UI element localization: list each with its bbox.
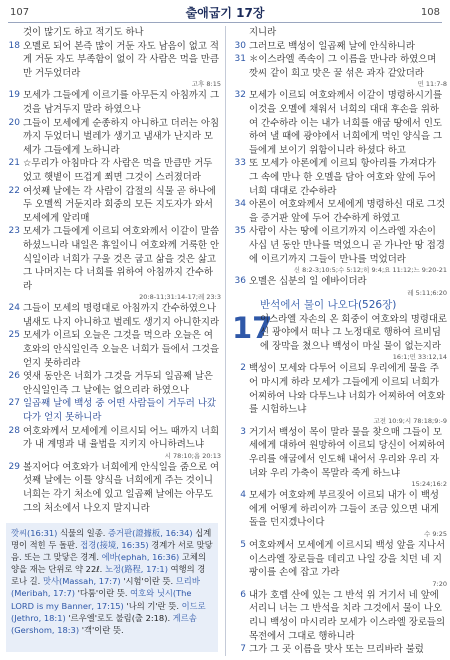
note-term: 노정(路程, 17:1) xyxy=(104,564,168,575)
verse xyxy=(6,157,221,184)
verse-text xyxy=(23,40,221,81)
column-divider xyxy=(225,26,226,656)
verse-body: 사람이 사는 땅에 이르기까지 이스라엘 자손이 사십 년 동안 만나를 먹었으니 곧 가나안 땅 접경에 이르기까지 그들이 만나를 먹었더라 xyxy=(249,226,445,265)
verse-body: 여호와께서 모세에게 이르시되 백성 앞을 지나서 이스라엘 장로들을 데리고 나일 강을 치던 네 지팡이를 손에 잡고 가라 xyxy=(249,540,446,579)
verse-body: 모세가 여호와께 부르짖어 이르되 내가 이 백성에게 어떻게 하리이까 그들이 조금 있으면 내게 돌을 던지겠나이다 xyxy=(249,490,439,529)
verse-text xyxy=(23,329,221,370)
verse-number: 28 xyxy=(8,425,20,436)
cross-reference: 신 8:2-3;10:5;수 5:12;히 9:4;요 11:12;느 9:20-21 xyxy=(293,266,447,275)
verse xyxy=(6,329,221,370)
verse-text xyxy=(249,26,447,40)
verse xyxy=(232,89,447,157)
note-term: 깟씨(16:31) xyxy=(11,528,58,538)
cross-reference: 레 5:11;6:20 xyxy=(407,288,447,297)
note-term: 게르솜(Gershom, 18:3) xyxy=(11,612,197,635)
verse-text xyxy=(249,157,447,198)
verse xyxy=(6,397,221,424)
verse-text xyxy=(249,275,447,289)
verse-number: 5 xyxy=(240,540,246,550)
verse-body: 일곱째 날에 백성 중 어떤 사람들이 거두러 나갔다가 얻지 못하니라 xyxy=(23,398,216,424)
header-rule xyxy=(8,22,442,23)
verse-text xyxy=(23,225,221,293)
verse-text xyxy=(249,643,447,657)
verse-text xyxy=(23,461,221,515)
verse-text xyxy=(249,589,447,643)
verse-number: 27 xyxy=(8,398,20,409)
verse-body: 모세가 이르되 여호와께서 이같이 명령하시기를 이것을 오멜에 채워서 너희의 대대 후손을 위하여 간수하라 이는 내가 너희를 애굽 땅에서 인도하여 낼 때에 광야에서 너희에게 먹인 양식을 그들에게 보이기 위함이니라 하셨다 하고 xyxy=(249,90,443,156)
verse-text xyxy=(260,313,447,354)
verse xyxy=(6,26,221,40)
note-definition: '나의 기'란 뜻. xyxy=(123,600,182,611)
verse-text xyxy=(23,157,221,184)
verse-text xyxy=(249,40,447,54)
verse-body: 것이 많기도 하고 적기도 하나 xyxy=(23,27,144,38)
cross-reference: 고후 8:15 xyxy=(191,80,221,89)
note-term: 증거판(證據板, 16:34) xyxy=(108,528,193,538)
verse-text xyxy=(249,362,447,416)
verse xyxy=(232,157,447,198)
note-definition: '객'이란 뜻. xyxy=(79,624,124,635)
verse-text xyxy=(249,89,447,157)
verse xyxy=(6,225,221,302)
verse-text xyxy=(249,489,447,530)
cross-reference: 고전 10:9;시 78:18;9:-9 xyxy=(373,416,447,425)
note-term: 이드로(Jethro, 18:1) xyxy=(11,600,206,623)
verse xyxy=(232,225,447,275)
chapter-number: 17 xyxy=(232,310,273,345)
verse xyxy=(6,370,221,397)
verse xyxy=(232,589,447,643)
verse-mark: ＊ xyxy=(249,54,259,66)
verse xyxy=(232,26,447,40)
verse xyxy=(232,40,447,54)
verse xyxy=(232,426,447,489)
verse-number: 23 xyxy=(8,226,20,237)
verse-number: 32 xyxy=(234,90,246,101)
verse-number: 31 xyxy=(234,54,246,65)
cross-reference: 7:20 xyxy=(432,579,447,588)
cross-reference: 16:1;민 33:12,14 xyxy=(392,353,447,362)
verse-body: 아론이 여호와께서 모세에게 명령하신 대로 그것을 증거판 앞에 두어 간수하게 하였고 xyxy=(249,199,446,224)
verse-number: 36 xyxy=(234,276,246,287)
page-number-left: 107 xyxy=(10,7,30,18)
verse-text xyxy=(23,397,221,424)
cross-reference: 민 11:7-8 xyxy=(417,80,447,89)
verse-number: 2 xyxy=(240,363,246,374)
verse-number: 33 xyxy=(234,158,246,169)
page-number-right: 108 xyxy=(420,7,440,18)
verse-text xyxy=(23,302,221,329)
verse-text xyxy=(249,225,447,266)
note-definition: 고체의 양을 재는 단위로 약 22ℓ. xyxy=(11,552,206,575)
verse-body: 백성이 모세와 다투어 이르되 우리에게 물을 주어 마시게 하라 모세가 그들에게 이르되 너희가 어찌하여 나와 다투느냐 너희가 어찌하여 여호와를 시험하느냐 xyxy=(249,363,446,416)
verse xyxy=(232,539,447,589)
note-term: 에바(ephah, 16:36) xyxy=(101,552,180,563)
chapter-block xyxy=(232,310,447,657)
verse-number: 18 xyxy=(8,40,20,51)
verse-mark: ☆ xyxy=(23,158,32,170)
verse-text xyxy=(249,426,447,480)
verse xyxy=(232,362,447,425)
verse-body: 모세가 이르되 오늘은 그것을 먹으라 오늘은 여호와의 안식일인즉 오늘은 너희가 들에서 그것을 얻지 못하리라 xyxy=(23,330,220,369)
verse-text xyxy=(23,26,221,40)
verse-body: 모세가 그들에게 이르기를 아무든지 아침까지 그것을 남겨두지 말라 하였으나 xyxy=(23,90,220,115)
verse xyxy=(6,89,221,116)
verse-body: 오멜로 되어 본즉 많이 거둔 자도 남음이 없고 적게 거둔 자도 부족함이 없이 각 사람은 먹을 만큼만 거두었더라 xyxy=(23,40,219,79)
note-definition: 식물의 일종. xyxy=(57,528,109,538)
verse-body: 그들이 모세의 명령대로 아침까지 간수하였으나 냄새도 나지 아니하고 벌레도 생기지 아니한지라 xyxy=(23,303,220,328)
verse-number: 3 xyxy=(240,426,246,437)
note-definition: 경계가 서로 맞닿음. 또는 그 맞닿은 경계. xyxy=(11,540,213,563)
verse-number: 24 xyxy=(8,303,20,314)
verse xyxy=(232,643,447,657)
verse-number: 6 xyxy=(240,589,246,600)
verse-number: 22 xyxy=(8,185,20,196)
page-header xyxy=(0,0,450,22)
verse-text xyxy=(249,198,447,225)
verse-body: 볼지어다 여호와가 너희에게 안식일을 줌으로 여섯째 날에는 이틀 양식을 너희에게 주는 것이니 너희는 각기 처소에 있고 일곱째 날에는 아무도 그의 처소에서 나오지 말지니라 xyxy=(23,461,220,514)
verse xyxy=(6,461,221,515)
verse-text xyxy=(249,53,447,80)
note-definition: 십계명이 적힌 두 돌판. xyxy=(11,528,212,551)
verse-body: 여호와께서 모세에게 이르시되 어느 때까지 너희가 내 계명과 내 율법을 지키지 아니하려느냐 xyxy=(23,425,220,451)
verse-body: 무리가 아침마다 각 사람은 먹을 만큼만 거두었고 햇볕이 뜨겁게 쬐면 그것이 스러졌더라 xyxy=(23,158,213,183)
verse-body: 지니라 xyxy=(249,27,277,38)
verse-number: 26 xyxy=(8,371,20,382)
cross-reference: 시 78:10;욥 20:13 xyxy=(164,451,221,460)
verse-number: 19 xyxy=(8,90,20,101)
verse-body: 이스라엘 족속이 그 이름을 만나라 하였으며 깟씨 같이 희고 맛은 꿀 섞은 과자 같았더라 xyxy=(249,54,437,79)
verse-number: 4 xyxy=(240,490,246,501)
verse xyxy=(6,40,221,90)
verse-text xyxy=(23,425,221,452)
note-definition: 여행의 경로나 길. xyxy=(11,564,206,587)
verse-body: 그들이 모세에게 순종하지 아니하고 더러는 아침까지 두었더니 벌레가 생기고 냄새가 난지라 모세가 그들에게 노하니라 xyxy=(23,117,220,156)
right-verses xyxy=(232,26,447,298)
verse-body: 모세가 그들에게 이르되 여호와께서 이같이 말씀하셨느니라 내일은 휴일이니 여호와께 거룩한 안식일이라 너희가 구울 것은 굽고 삶을 것은 삶고 그 나머지는 다 너희를 위하여 아침까지 간수하라 xyxy=(23,226,220,292)
word-notes-box xyxy=(6,523,218,652)
verse xyxy=(260,313,447,363)
verse xyxy=(232,489,447,539)
verse xyxy=(6,185,221,226)
verse xyxy=(6,425,221,461)
verse xyxy=(6,302,221,329)
cross-reference: 15:24;16:2 xyxy=(411,480,447,489)
verse-text xyxy=(23,117,221,158)
cross-reference: 수 9:25 xyxy=(424,530,447,538)
verse xyxy=(232,53,447,89)
verse-body: 이스라엘 자손의 온 회중이 여호와의 명령대로 신 광야에서 떠나 그 노정대로 행하여 르비딤에 장막을 쳤으나 백성이 마실 물이 없는지라 xyxy=(260,313,447,352)
verse-body: 여섯째 날에는 각 사람이 갑절의 식물 곧 하나에 두 오멜씩 거둔지라 회중의 모든 지도자가 와서 모세에게 알리매 xyxy=(23,185,216,224)
cross-reference: 20:8-11;31:14-17;레 23:3 xyxy=(139,293,221,302)
verse-number: 25 xyxy=(8,330,20,341)
note-term: 접경(接境, 16:35) xyxy=(80,540,149,551)
verse-text xyxy=(23,185,221,226)
note-definition: '르우엘'로도 불림(출 2:18). xyxy=(65,612,173,623)
verse-number: 35 xyxy=(234,226,246,237)
verse-body: 엿새 동안은 너희가 그것을 거두되 일곱째 날은 안식일인즉 그 날에는 없으리라 하였으나 xyxy=(23,371,213,396)
verse-text xyxy=(249,539,447,580)
verse-number: 29 xyxy=(8,461,20,472)
verse-body: 그러므로 백성이 일곱째 날에 안식하니라 xyxy=(249,40,415,52)
right-column xyxy=(232,26,447,657)
note-definition: '다툼'이란 뜻. xyxy=(74,588,131,599)
verse-text xyxy=(23,370,221,397)
verse-number: 20 xyxy=(8,117,20,128)
note-term: 므리바(Meribah, 17:7) xyxy=(11,576,200,599)
verse xyxy=(6,117,221,158)
verse-body: 그가 그 곳 이름을 맛사 또는 므리바라 불렀 xyxy=(249,644,424,656)
verse-number: 7 xyxy=(240,644,246,655)
verse-text xyxy=(23,89,221,116)
verse-body: 거기서 백성이 목이 말라 물을 찾으매 그들이 모세에게 대하여 원망하여 이르되 당신이 어찌하여 우리를 애굽에서 인도해 내어서 우리와 우리 자녀와 우리 가축이 목말라 죽게 하느냐 xyxy=(249,426,446,479)
verse xyxy=(232,198,447,225)
verse-number: 30 xyxy=(234,40,246,51)
verse-body: 또 모세가 아론에게 이르되 항아리를 가져다가 그 속에 만나 한 오멜을 담아 여호와 앞에 두어 너희 대대로 간수하라 xyxy=(249,158,436,197)
note-term: 맛사(Massah, 17:7) xyxy=(42,576,121,587)
note-term: 여호와 닛시(The LORD is my Banner, 17:15) xyxy=(11,588,192,611)
verse-body: 내가 호렙 산에 있는 그 반석 위 거기서 네 앞에 서리니 너는 그 반석을 치라 그것에서 물이 나오리니 백성이 마시리라 모세가 이스라엘 장로들의 목전에서 그대로 행하니라 xyxy=(249,589,446,642)
verse-number: 34 xyxy=(234,199,246,210)
running-title: 출애굽기 17장 xyxy=(185,6,265,20)
verse-body: 오멜은 십분의 일 에바이더라 xyxy=(249,276,367,288)
section-heading: 반석에서 물이 나오다(526장) xyxy=(260,298,397,311)
left-column xyxy=(6,26,221,515)
verse xyxy=(232,275,447,298)
verse-number: 21 xyxy=(8,158,20,169)
note-definition: '시험'이란 뜻. xyxy=(120,576,176,587)
